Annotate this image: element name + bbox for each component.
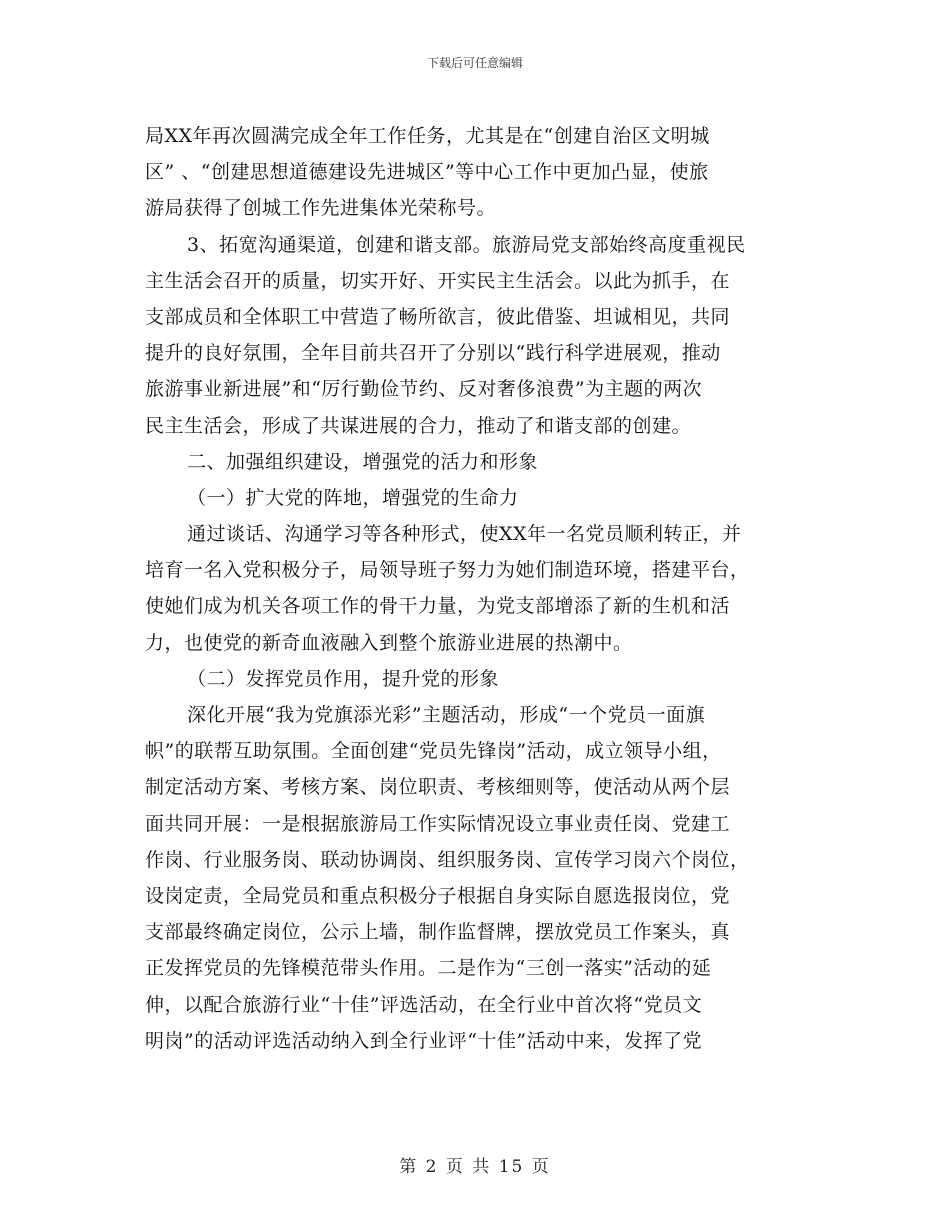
text-line: 深化开展“我为党旗添光彩”主题活动，形成“一个党员一面旗 <box>187 704 706 726</box>
text-line: 设岗定责，全局党员和重点积极分子根据自身实际自愿选报岗位，党 <box>145 884 731 907</box>
text-line: 使她们成为机关各项工作的骨干力量，为党支部增添了新的生机和活 <box>145 595 731 618</box>
text-line: 民主生活会，形成了共谋进展的合力，推动了和谐支部的创建。 <box>145 414 692 437</box>
text-line: 通过谈话、沟通学习等各种形式，使XX年一名党员顺利转正，并 <box>187 523 742 546</box>
text-line: 主生活会召开的质量，切实开好、开实民主生活会。以此为抓手，在 <box>145 269 731 292</box>
text-line: 旅游事业新进展”和“厉行勤俭节约、反对奢侈浪费”为主题的两次 <box>145 378 703 401</box>
text-line: 作岗、行业服务岗、联动协调岗、组织服务岗、宣传学习岗六个岗位， <box>145 848 750 871</box>
text-line: 伸，以配合旅游行业“十佳”评选活动，在全行业中首次将“党员文 <box>145 993 703 1016</box>
text-line: （一）扩大党的阵地，增强党的生命力 <box>187 486 519 509</box>
text-line: 培育一名入党积极分子，局领导班子努力为她们制造环境，搭建平台， <box>145 559 750 582</box>
text-line: 3、拓宽沟通渠道，创建和谐支部。旅游局党支部始终高度重视民 <box>187 233 746 256</box>
text-line: 面共同开展：一是根据旅游局工作实际情况设立事业责任岗、党建工 <box>145 812 731 835</box>
text-line: 游局获得了创城工作先进集体光荣称号。 <box>145 197 497 220</box>
text-line: 正发挥党员的先锋模范带头作用。二是作为“三创一落实”活动的延 <box>145 957 712 980</box>
document-body <box>145 118 805 1059</box>
text-line: 二、加强组织建设，增强党的活力和形象 <box>187 450 539 473</box>
text-line: 制定活动方案、考核方案、岗位职责、考核细则等，使活动从两个层 <box>145 776 731 799</box>
text-line: 区” 、“创建思想道德建设先进城区”等中心工作中更加凸显，使旅 <box>145 161 709 184</box>
text-line: 局XX年再次圆满完成全年工作任务，尤其是在“创建自治区文明城 <box>145 125 710 147</box>
page-footer: 第 2 页 共 15 页 <box>399 1157 551 1177</box>
page-header: 下载后可任意编辑 <box>426 56 523 70</box>
text-line: （二）发挥党员作用，提升党的形象 <box>187 667 500 690</box>
text-line: 提升的良好氛围，全年目前共召开了分别以“践行科学进展观，推动 <box>145 342 721 365</box>
text-line: 支部最终确定岗位，公示上墙，制作监督牌，摆放党员工作案头，真 <box>145 921 731 944</box>
text-line: 明岗”的活动评选活动纳入到全行业评“十佳”活动中来，发挥了党 <box>145 1029 703 1052</box>
text-line: 支部成员和全体职工中营造了畅所欲言，彼此借鉴、坦诚相见，共同 <box>145 305 731 328</box>
text-line: 力，也使党的新奇血液融入到整个旅游业进展的热潮中。 <box>145 631 633 654</box>
text-line: 帜”的联帮互助氛围。全面创建“党员先锋岗”活动，成立领导小组， <box>145 740 722 763</box>
